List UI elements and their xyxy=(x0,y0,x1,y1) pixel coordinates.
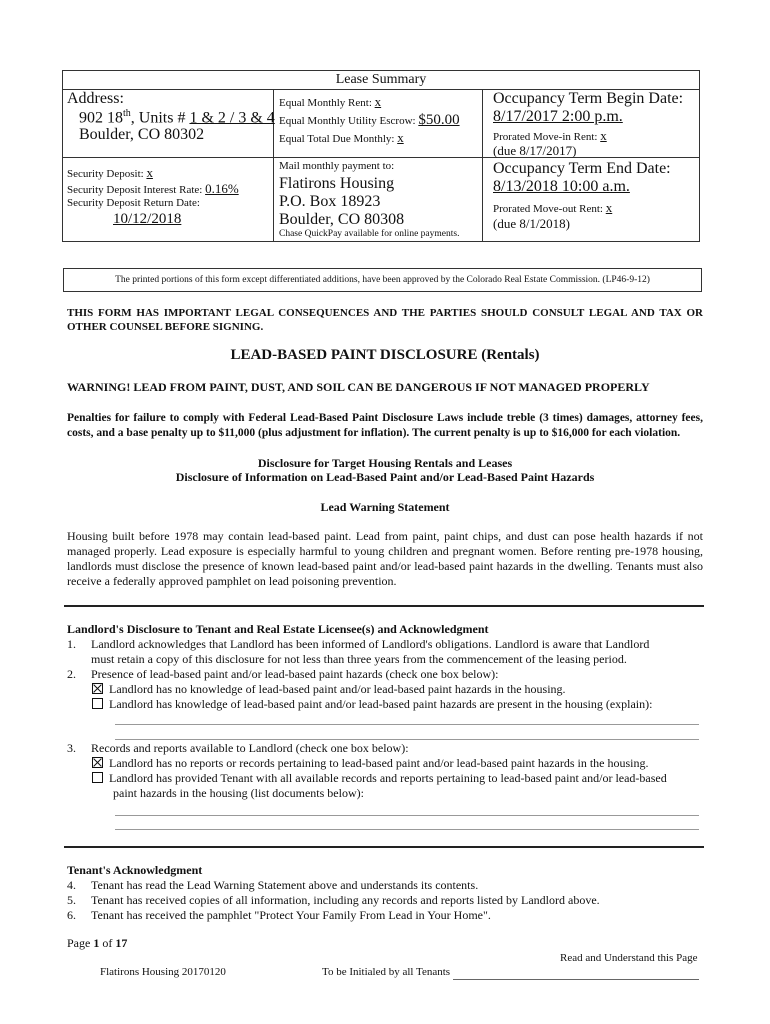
legal-warning: THIS FORM HAS IMPORTANT LEGAL CONSEQUENCES AND THE PARTIES SHOULD CONSULT LEGAL AND TAX OR OTHER COUNSEL BEFORE SIGNING. xyxy=(67,307,703,333)
mail-name: Flatirons Housing xyxy=(279,175,395,192)
section-divider xyxy=(64,605,704,607)
item6-number: 6. xyxy=(67,908,76,922)
initials-blank[interactable] xyxy=(453,967,699,980)
item2-option-no-knowledge: Landlord has no knowledge of lead-based paint and/or lead-based paint hazards in the housing. xyxy=(92,682,566,697)
item5-text: Tenant has received copies of all information, including any records and reports listed by Landlord above. xyxy=(91,893,600,907)
total-due: Equal Total Due Monthly: x xyxy=(279,130,404,145)
read-understand-label: Read and Understand this Page xyxy=(560,952,698,964)
mail-city: Boulder, CO 80308 xyxy=(279,211,405,228)
explain-blank-line-1[interactable] xyxy=(115,724,699,725)
item3-option-provided-line2: paint hazards in the housing (list documents below): xyxy=(113,786,364,800)
item3-option-provided: Landlord has provided Tenant with all available records and reports pertaining to lead-based paint and/or lead-based xyxy=(92,771,667,786)
lead-warning-statement: Housing built before 1978 may contain lead-based paint. Lead from paint, paint chips, and dust can pose health hazards if not managed properly. Lead exposure is especially harmful to young children and pregnant women. Before renting pre-1978 housing, landlords must disclose the presence of known lead-based paint and/or lead-based paint hazards in the dwelling. Tenants must also receive a federally approved pamphlet on lead poisoning prevention. xyxy=(67,529,703,588)
subheading-rentals: Disclosure for Target Housing Rentals and Leases xyxy=(257,456,513,470)
utility-escrow: Equal Monthly Utility Escrow: $50.00 xyxy=(279,112,460,128)
page-number: Page 1 of 17 xyxy=(67,936,128,950)
occupancy-begin-label: Occupancy Term Begin Date: xyxy=(493,90,684,107)
occupancy-begin-value: 8/17/2017 2:00 p.m. xyxy=(493,108,623,125)
commission-notice: The printed portions of this form except differentiated additions, have been approved by the Colorado Real Estate Commission. (LP46-9-12) xyxy=(63,268,702,292)
initials-field: To be Initialed by all Tenants xyxy=(322,965,699,980)
address-line2: Boulder, CO 80302 xyxy=(79,126,205,143)
total-value: x xyxy=(397,130,404,145)
item6-text: Tenant has received the pamphlet "Protect Your Family From Lead in Your Home". xyxy=(91,908,491,922)
item2-text: Presence of lead-based paint and/or lead-based paint hazards (check one box below): xyxy=(91,667,499,681)
prorated-move-in-due: (due 8/17/2017) xyxy=(493,143,577,158)
address-line1: 902 18th, Units # 1 & 2 / 3 & 4 xyxy=(79,108,275,127)
mail-po-box: P.O. Box 18923 xyxy=(279,193,381,210)
checkbox-checked[interactable] xyxy=(92,757,103,768)
item3-number: 3. xyxy=(67,741,76,755)
item1-line1: Landlord acknowledges that Landlord has been informed of Landlord's obligations. Landlord is aware that Landlord xyxy=(91,637,650,651)
disclosure-heading: LEAD-BASED PAINT DISCLOSURE (Rentals) xyxy=(230,347,540,363)
deposit-return-date: 10/12/2018 xyxy=(113,211,182,227)
subheading-disclosure: Disclosure of Information on Lead-Based Paint and/or Lead-Based Paint Hazards xyxy=(175,470,595,484)
item4-number: 4. xyxy=(67,878,76,892)
monthly-rent: Equal Monthly Rent: x xyxy=(279,94,382,109)
documents-blank-line-1[interactable] xyxy=(115,815,699,816)
mail-payment-label: Mail monthly payment to: xyxy=(279,160,395,172)
item5-number: 5. xyxy=(67,893,76,907)
item2-number: 2. xyxy=(67,667,76,681)
item3-option-no-reports: Landlord has no reports or records pertaining to lead-based paint and/or lead-based paint hazards in the housing. xyxy=(92,756,649,771)
deposit-interest-rate: Security Deposit Interest Rate: 0.16% xyxy=(67,181,239,196)
tenant-heading: Tenant's Acknowledgment xyxy=(67,863,203,877)
occupancy-end-label: Occupancy Term End Date: xyxy=(493,160,671,177)
lead-warning: WARNING! LEAD FROM PAINT, DUST, AND SOIL CAN BE DANGEROUS IF NOT MANAGED PROPERLY xyxy=(67,380,650,394)
deposit-return-label: Security Deposit Return Date: xyxy=(67,197,200,209)
penalties-text: Penalties for failure to comply with Federal Lead-Based Paint Disclosure Laws include treble (3 times) damages, attorney fees, costs, and a base penalty up to $11,000 (plus adjustment for inflation). The current penalty is up to $16,000 for each violation. xyxy=(67,412,703,439)
prorated-move-out: Prorated Move-out Rent: x xyxy=(493,200,613,215)
lease-summary-title: Lease Summary xyxy=(335,72,427,87)
documents-blank-line-2[interactable] xyxy=(115,829,699,830)
address-units: 1 & 2 / 3 & 4 xyxy=(189,109,275,127)
checkbox-unchecked[interactable] xyxy=(92,772,103,783)
occupancy-end-value: 8/13/2018 10:00 a.m. xyxy=(493,178,630,195)
section-divider xyxy=(64,846,704,848)
prorated-move-out-due: (due 8/1/2018) xyxy=(493,216,570,231)
address-label: Address: xyxy=(67,90,124,107)
statement-heading: Lead Warning Statement xyxy=(320,500,450,514)
org-code: Flatirons Housing 20170120 xyxy=(100,966,226,978)
item1-number: 1. xyxy=(67,637,76,651)
quickpay-note: Chase QuickPay available for online payments. xyxy=(279,229,460,239)
security-deposit: Security Deposit: x xyxy=(67,165,153,180)
item3-text: Records and reports available to Landlord (check one box below): xyxy=(91,741,409,755)
item1-line2: must retain a copy of this disclosure for not less than three years from the commencement of the leasing period. xyxy=(91,652,627,666)
landlord-heading: Landlord's Disclosure to Tenant and Real Estate Licensee(s) and Acknowledgment xyxy=(67,622,489,636)
rent-value: x xyxy=(374,94,382,109)
lease-summary-table xyxy=(62,70,700,242)
checkbox-checked[interactable] xyxy=(92,683,103,694)
prorated-move-in: Prorated Move-in Rent: x xyxy=(493,128,607,143)
explain-blank-line-2[interactable] xyxy=(115,739,699,740)
checkbox-unchecked[interactable] xyxy=(92,698,103,709)
item2-option-has-knowledge: Landlord has knowledge of lead-based paint and/or lead-based paint hazards are present in the housing (explain): xyxy=(92,697,652,712)
item4-text: Tenant has read the Lead Warning Statement above and understands its contents. xyxy=(91,878,479,892)
escrow-value: $50.00 xyxy=(418,112,460,128)
